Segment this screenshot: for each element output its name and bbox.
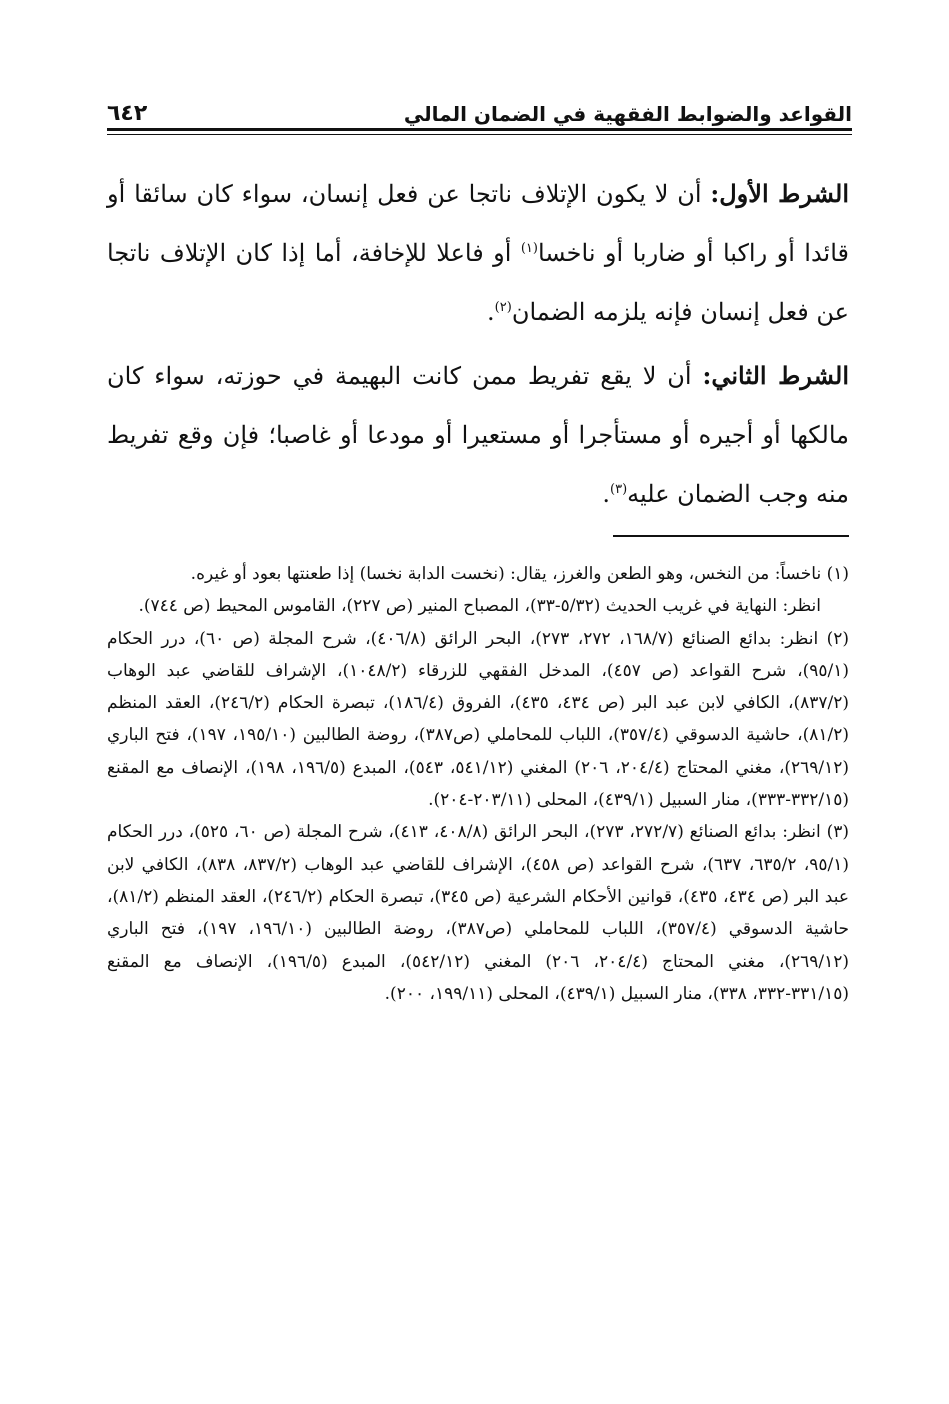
header-rule-thick xyxy=(107,128,852,131)
paragraph-second-condition xyxy=(107,346,849,524)
running-header xyxy=(107,90,852,126)
footnote-ref[interactable]: (٢) xyxy=(494,300,512,315)
paragraph-first-condition xyxy=(107,164,849,342)
paragraph-text: . xyxy=(602,480,611,508)
main-text xyxy=(107,164,849,528)
paragraph-text: . xyxy=(487,298,495,326)
paragraph-text: أو فاعلا للإخافة، أما إذا كان الإتلاف ناتجا عن فعل إنسان فإنه يلزمه الضمان xyxy=(107,239,849,326)
page-number: ٦٤٢ xyxy=(107,101,148,126)
footnote-separator xyxy=(613,535,849,537)
paragraph-lead: الشرط الثاني: xyxy=(702,361,849,390)
footnotes xyxy=(107,558,849,1010)
paragraph-text: أن لا يكون الإتلاف ناتجا عن فعل إنسان، سواء كان سائقا أو قائدا أو راكبا أو ضاربا أو ناخسا xyxy=(107,180,850,267)
paragraph-lead: الشرط الأول: xyxy=(710,179,849,208)
footnote-1: (١) ناخساً: من النخس، وهو الطعن والغرز، يقال: (نخست الدابة نخسا) إذا طعنتها بعود أو غيره. xyxy=(190,564,849,584)
footnote-2: (٢) انظر: بدائع الصنائع (١٦٨/٧، ٢٧٢، ٢٧٣)، البحر الرائق (٤٠٦/٨)، شرح المجلة (ص ٦٠)، درر الحكام (٩٥/١)، شرح القواعد (ص ٤٥٧)، المدخل الفقهي للزرقاء (١٠٤٨/٢)، الإشراف للقاضي عبد الوهاب (٨٣٧/٢)، الكافي لابن عبد البر (ص ٤٣٤، ٤٣٥)، الفروق (١٨٦/٤)، تبصرة الحكام (٢٤٦/٢)، العقد المنظم (٨١/٢)، حاشية الدسوقي (٣٥٧/٤)، اللباب للمحاملي (ص٣٨٧)، روضة الطالبين (١٩٥/١٠، ١٩٧)، فتح الباري (٢٦٩/١٢)، مغني المحتاج (٢٠٤/٤، ٢٠٦) المغني (٥٤١/١٢، ٥٤٣)، المبدع (١٩٦/٥، ١٩٨)، الإنصاف مع المقنع (٣٣٢/١٥-٣٣٣)، منار السبيل (٤٣٩/١)، المحلى (٢٠٣/١١-٢٠٤). xyxy=(107,628,850,811)
footnote-ref[interactable]: (١) xyxy=(520,241,538,256)
footnote-1-continuation: انظر: النهاية في غريب الحديث (٥/٣٢-٣٣)، المصباح المنير (ص ٢٢٧)، القاموس المحيط (ص ٧٤٤). xyxy=(138,596,821,617)
footnote-ref[interactable]: (٣) xyxy=(610,482,628,497)
paragraph-text: أن لا يقع تفريط ممن كانت البهيمة في حوزته، سواء كان مالكها أو أجيره أو مستأجرا أو مستعيرا أو مودعا أو غاصبا؛ فإن وقع تفريط منه وجب الضمان عليه xyxy=(107,362,849,508)
header-rule-thin xyxy=(107,134,852,135)
footnote-3: (٣) انظر: بدائع الصنائع (٢٧٢/٧، ٢٧٣)، البحر الرائق (٤٠٨/٨، ٤١٣)، شرح المجلة (ص ٦٠، ٥٢٥)، درر الحكام (٩٥/١، ٦٣٥/٢، ٦٣٧)، شرح القواعد (ص ٤٥٨)، الإشراف للقاضي عبد الوهاب (٨٣٧/٢، ٨٣٨)، الكافي لابن عبد البر (ص ٤٣٤، ٤٣٥)، قوانين الأحكام الشرعية (ص ٣٤٥)، تبصرة الحكام (٢٤٦/٢)، العقد المنظم (٨١/٢)، حاشية الدسوقي (٣٥٧/٤)، اللباب للمحاملي (ص٣٨٧)، روضة الطالبين (١٩٦/١٠، ١٩٧)، فتح الباري (٢٦٩/١٢)، مغني المحتاج (٢٠٤/٤، ٢٠٦) المغني (٥٤٢/١٢)، المبدع (١٩٦/٥)، الإنصاف مع المقنع (٣٣١/١٥-٣٣٢، ٣٣٨)، منار السبيل (٤٣٩/١)، المحلى (١٩٩/١١، ٢٠٠). xyxy=(107,822,850,1004)
running-title: القواعد والضوابط الفقهية في الضمان المالي xyxy=(403,102,852,126)
